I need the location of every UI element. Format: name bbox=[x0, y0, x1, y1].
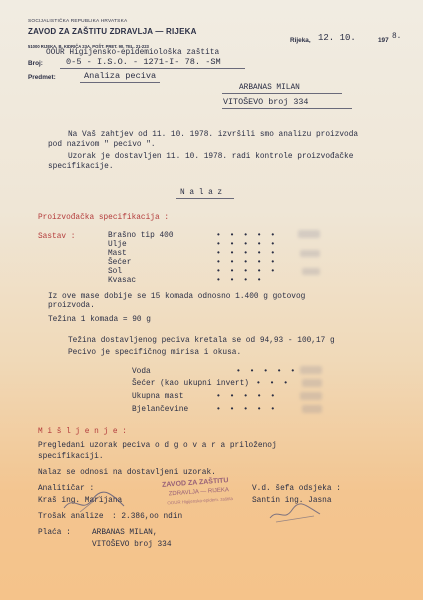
stamp-line-3: OOUR Higijensko-epidem. zaštita bbox=[167, 495, 234, 506]
year-prefix: 197 bbox=[378, 37, 389, 44]
spec-item-dots: • • • • • bbox=[216, 231, 278, 240]
intro-line-2: pod nazivom " pecivo ". bbox=[48, 141, 156, 149]
unit-weight: Težina 1 komada = 90 g bbox=[48, 316, 151, 324]
stamp-line-2: ZDRAVLJA — RIJEKA bbox=[168, 487, 230, 498]
reference-number: 0-5 - I.S.O. - 1271-I- 78. -SM bbox=[66, 57, 221, 67]
spec-item-name: Kvasac bbox=[108, 277, 137, 285]
analysis-item-name: Šećer (kao ukupni invert) bbox=[132, 380, 249, 388]
intro-line-3: Uzorak je dostavljen 11. 10. 1978. radi kontrole proizvođačke bbox=[68, 153, 354, 161]
recipient-name: ARBANAS MILAN bbox=[239, 84, 300, 92]
spec-item-dots: • • • • • bbox=[216, 258, 278, 267]
department-line: OOUR Higijensko-epidemiološka zaštita bbox=[46, 49, 220, 57]
analysis-item-dots: • • • • • bbox=[216, 392, 278, 401]
payer-address: VITOŠEVO broj 334 bbox=[92, 541, 172, 549]
analysis-item-name: Ukupna mast bbox=[132, 393, 184, 401]
opinion-title: M i š l j e n j e : bbox=[38, 428, 127, 436]
payer-label: Plaća : bbox=[38, 529, 71, 537]
recipient-address: VITOŠEVO broj 334 bbox=[223, 97, 309, 107]
head-signature-icon bbox=[266, 500, 326, 528]
analysis-item-dots: • • • • • bbox=[236, 367, 298, 376]
intro-line-1: Na Vaš zahtjev od 11. 10. 1978. izvršili smo analizu proizvoda bbox=[68, 131, 359, 139]
spec-item-dots: • • • • bbox=[216, 276, 264, 285]
letterhead-address: 51000 RIJEKA, B. KIDRIČA 23A, POŠT. PRET. 90, TEL. 21-223 bbox=[28, 44, 149, 49]
letter-date: 12. 10. bbox=[318, 33, 356, 43]
specification-title: Proizvođačka specifikacija : bbox=[38, 214, 170, 222]
disclaimer: Nalaz se odnosi na dostavljeni uzorak. bbox=[38, 469, 216, 477]
spec-item-name: Ulje bbox=[108, 241, 127, 249]
payer-name: ARBANAS MILAN, bbox=[92, 529, 158, 537]
broj-label: Broj: bbox=[28, 60, 43, 67]
findings-title: N a l a z bbox=[180, 189, 223, 197]
analyst-signature-icon bbox=[60, 488, 130, 518]
place-label: Rijeka, bbox=[290, 37, 311, 44]
spec-item-name: Brašno tip 400 bbox=[108, 232, 174, 240]
spec-item-dots: • • • • • bbox=[216, 240, 278, 249]
spec-item-name: Šećer bbox=[108, 259, 132, 267]
spec-item-name: Sol bbox=[108, 268, 123, 276]
stamp-line-1: ZAVOD ZA ZAŠTITU bbox=[161, 477, 229, 489]
spec-item-dots: • • • • • bbox=[216, 267, 278, 276]
analysis-item-name: Bjelančevine bbox=[132, 406, 189, 414]
intro-line-4: specifikacije. bbox=[48, 163, 114, 171]
yield-line-1: Iz ove mase dobije se 15 komada odnosno 1.400 g gotovog bbox=[48, 293, 306, 301]
spec-item-name: Mast bbox=[108, 250, 127, 258]
opinion-line-2: specifikaciji. bbox=[38, 453, 104, 461]
letterhead-institute: ZAVOD ZA ZAŠTITU ZDRAVLJA — RIJEKA bbox=[28, 27, 197, 36]
spec-item-dots: • • • • • bbox=[216, 249, 278, 258]
predmet-label: Predmet: bbox=[28, 74, 56, 81]
delivered-weight: Težina dostavljenog peciva kretala se od 94,93 - 100,17 g bbox=[68, 337, 335, 345]
analyst-label: Analitičar : bbox=[38, 485, 95, 493]
composition-label: Sastav : bbox=[38, 233, 76, 241]
subject: Analiza peciva bbox=[84, 71, 157, 81]
cost-label: Trošak analize bbox=[38, 513, 104, 521]
analysis-item-dots: • • • • • bbox=[216, 405, 278, 414]
letterhead-country: SOCIJALISTIČKA REPUBLIKA HRVATSKA bbox=[28, 19, 128, 24]
head-label: V.d. šefa odsjeka : bbox=[252, 485, 341, 493]
cost-value: : 2.386,oo ndin bbox=[112, 513, 183, 521]
analyst-name: Kraš ing. Marijana bbox=[38, 497, 123, 505]
head-name: Santin ing. Jasna bbox=[252, 497, 332, 505]
official-stamp bbox=[154, 473, 253, 520]
smell-taste: Pecivo je specifičnog mirisa i okusa. bbox=[68, 349, 242, 357]
opinion-line-1: Pregledani uzorak peciva o d g o v a r a priloženoj bbox=[38, 442, 277, 450]
analysis-item-dots: • • • bbox=[256, 379, 291, 388]
analysis-item-name: Voda bbox=[132, 368, 151, 376]
yield-line-2: proizvoda. bbox=[48, 302, 95, 310]
year-suffix: 8. bbox=[392, 33, 402, 41]
